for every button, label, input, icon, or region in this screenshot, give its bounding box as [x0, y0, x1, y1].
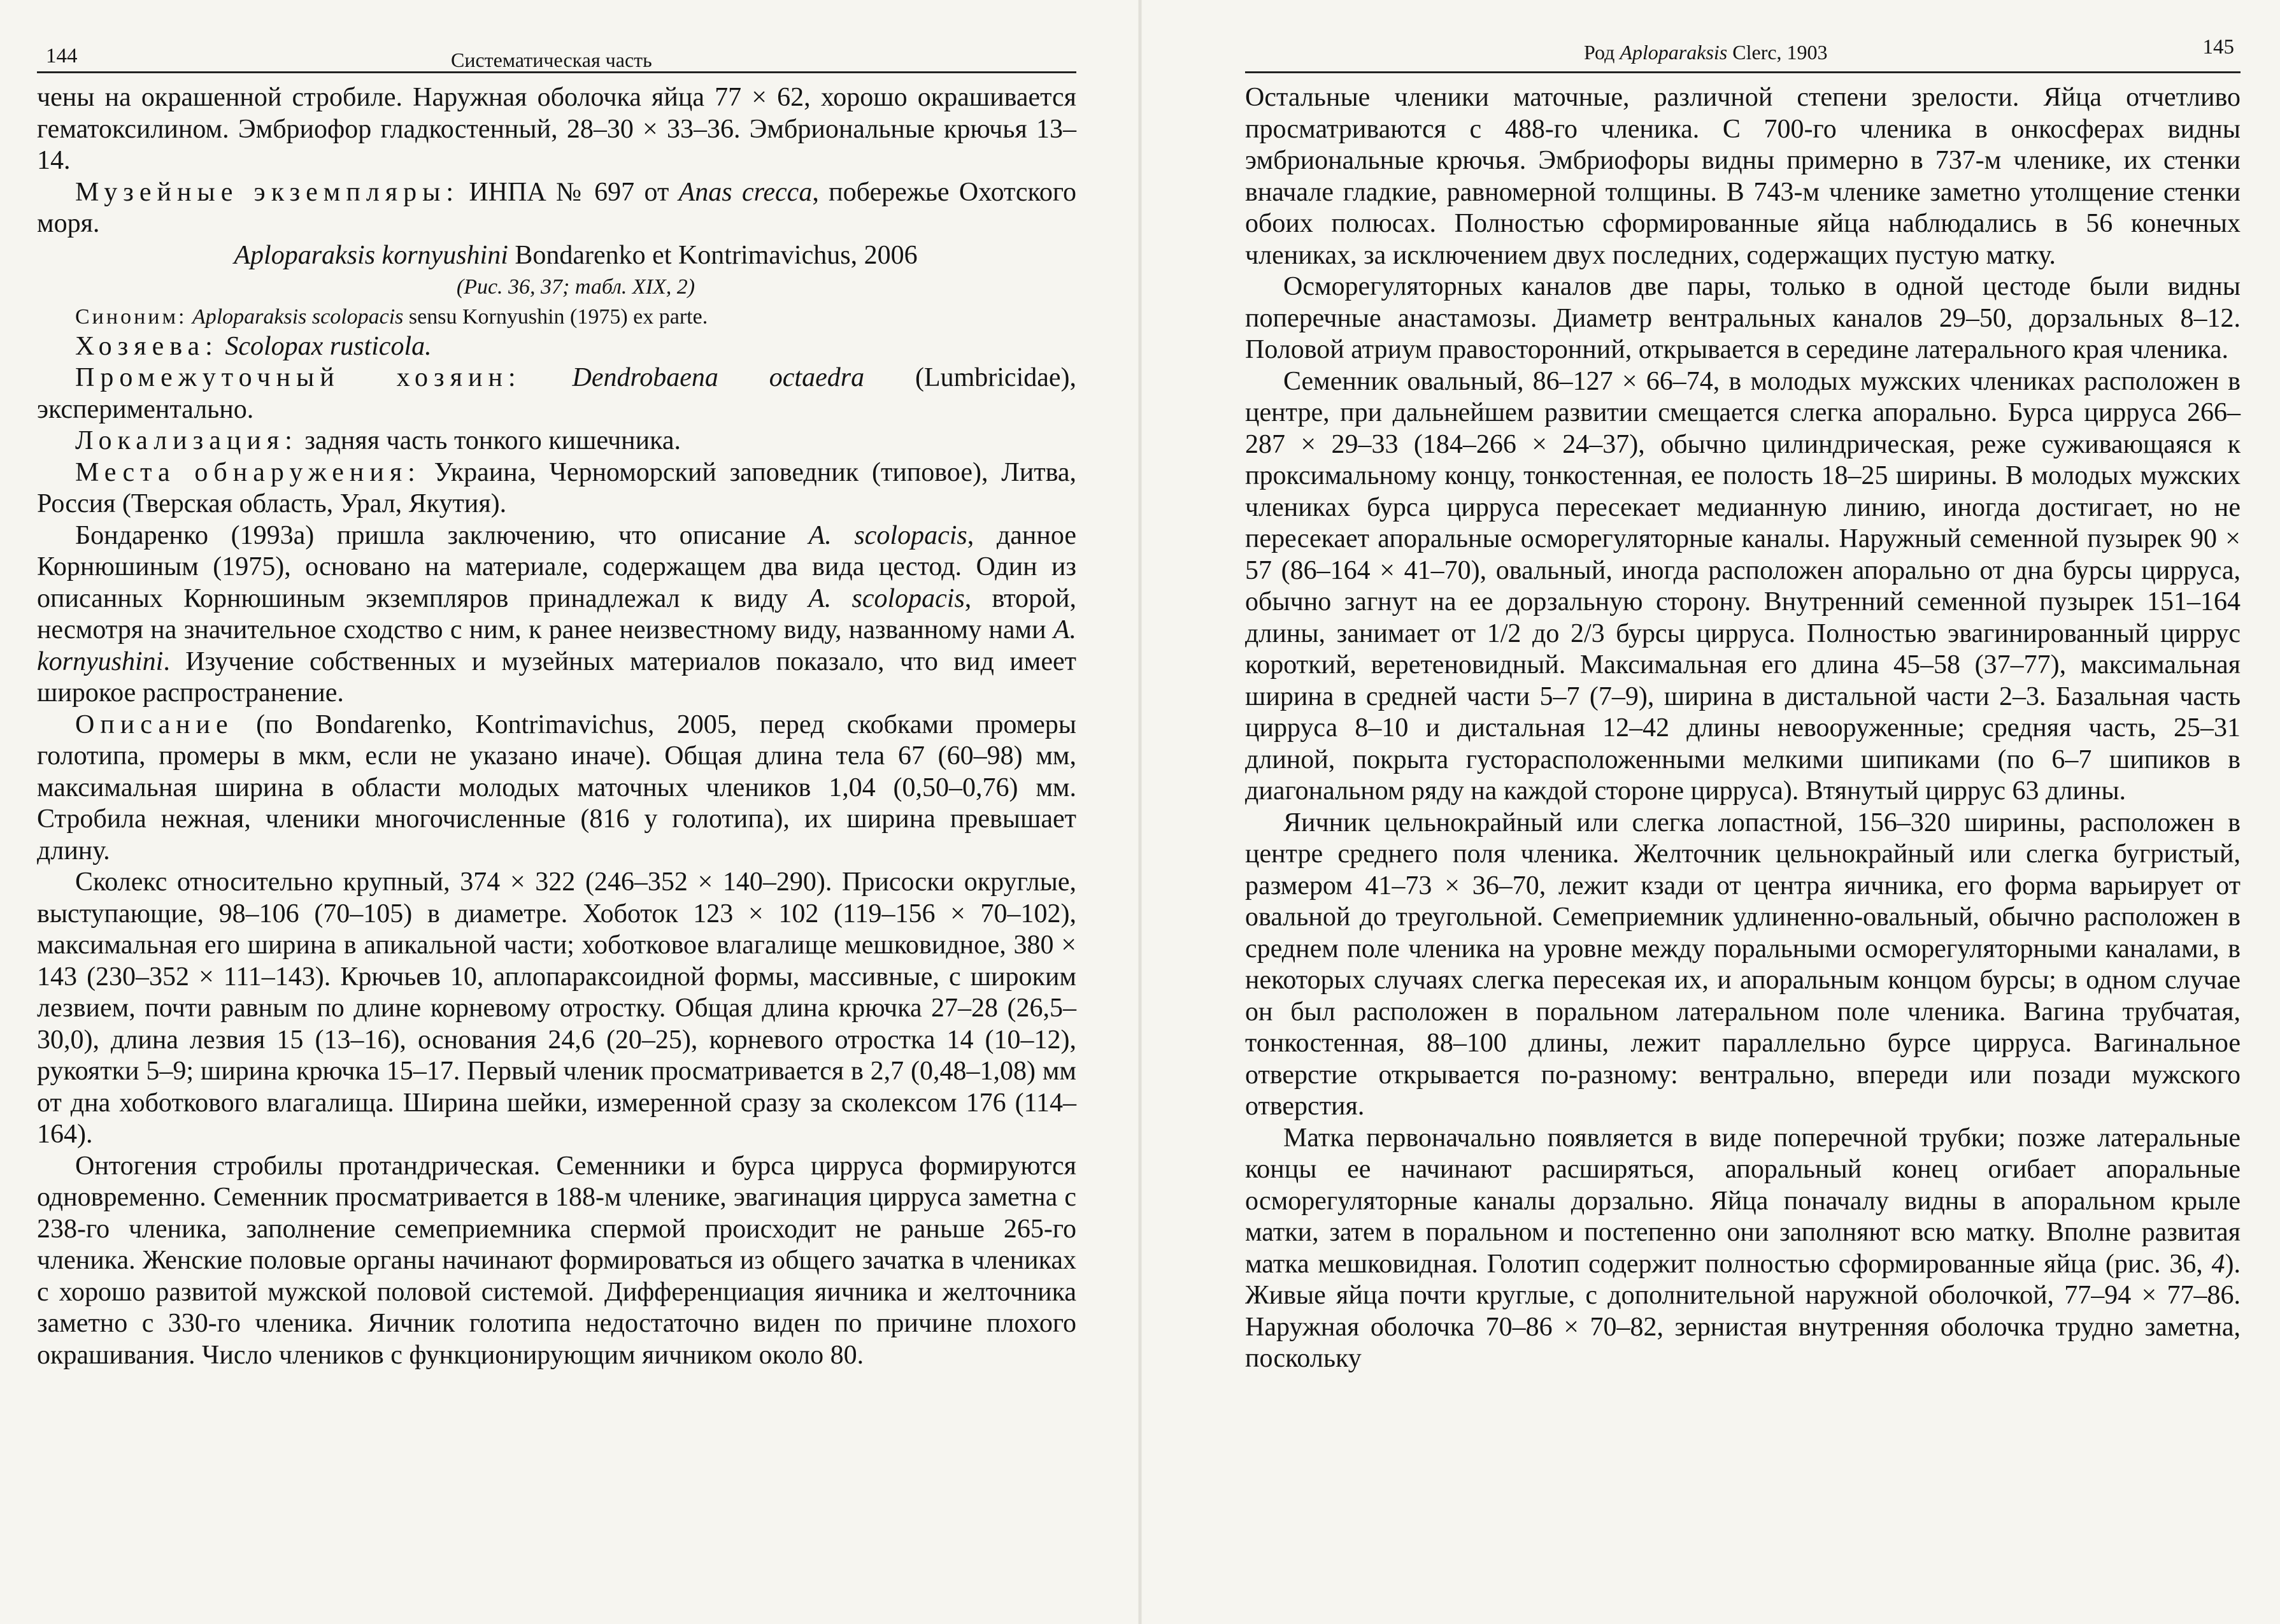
paragraph-intermediate-host: [37, 362, 1076, 425]
running-title-left: Систематическая часть: [451, 48, 652, 71]
hosts-label: Хозяева:: [75, 331, 218, 361]
places-label: Места обнаружения:: [75, 457, 421, 487]
localization-label: Локализация:: [75, 426, 298, 455]
places-text: Украина, Черноморский заповедник (типовое), Литва, Россия (Тверская область, Урал, Якутия).: [37, 457, 1076, 518]
paragraph-museum: [37, 177, 1076, 240]
page-number-left: 144: [46, 45, 78, 68]
left-body-text: [37, 82, 1076, 1371]
species-author: Bondarenko et Kontrimavichus, 2006: [508, 240, 918, 270]
synonym-name: Aploparaksis scolopacis: [192, 304, 404, 329]
paragraph-ontogeny: Онтогения стробилы протандрическая. Семенники и бурса цирруса формируются одновременно. Семенник просматривается в 188-м членике, эвагинация цирруса заметна с 238-го членика, заполнение семеприемника спермой происходит не раньше 265-го членика. Женские половые органы начинают формироваться из общего зачатка в члениках с хорошо развитой мужской половой системой. Дифференциация яичника и желточника заметно с 330-го членика. Яичник голотипа недостаточно виден по причине плохого окрашивания. Число члеников с функционирующим яичником около 80.: [37, 1151, 1076, 1370]
paragraph-places: [37, 457, 1076, 520]
right-page: [1140, 0, 2280, 1624]
localization-text: задняя часть тонкого кишечника.: [297, 426, 681, 455]
paragraph-bondarenko: [37, 520, 1076, 709]
intermediate-text: (Lumbricidae), экспериментально.: [37, 363, 1077, 424]
paragraph-hosts: [37, 331, 1076, 363]
right-body-text: [1245, 82, 2241, 1375]
bond-species-3: A. kornyushini: [37, 615, 1076, 676]
paragraph-osmoregulatory: Осморегуляторных каналов две пары, только в одной цестоде были видны поперечные анастамозы. Диаметр вентральных каналов 29–50, дорзальных 8–12. Половой атриум правосторонний, открывается в середине латерального края членика.: [1245, 272, 2241, 364]
museum-host: Anas crecca: [678, 177, 813, 207]
running-title-author: Clerc, 1903: [1727, 41, 1828, 64]
figure-reference: (Рис. 36, 37; табл. XIX, 2): [456, 275, 695, 299]
uterus-text-2: ). Живые яйца почти круглые, с дополнительной наружной оболочкой, 77–94 × 77–86. Наружная оболочка 70–86 × 70–82, зернистая внутренняя оболочка трудно заметна, поскольку: [1245, 1249, 2241, 1373]
paragraph-uterus: [1245, 1123, 2241, 1375]
left-running-head: [37, 32, 1076, 73]
paragraph-scolex: Сколекс относительно крупный, 374 × 322 (246–352 × 140–290). Присоски округлые, выступающие, 98–106 (70–105) в диаметре. Хоботок 123 × 102 (119–156 × 70–102), максимальная его ширина в апикальной части; хоботковое влагалище мешковидное, 380 × 143 (230–352 × 111–143). Крючьев 10, аплопараксоидной формы, массивные, с широким лезвием, почти равным по длине корневому отростку. Общая длина крючка 27–28 (26,5–30,0), длина лезвия 15 (13–16), основания 24,6 (20–25), корневого отростка 14 (10–12), рукоятки 5–9; ширина крючка 15–17. Первый членик просматривается в 2,7 (0,48–1,08) мм от дна хоботкового влагалища. Ширина шейки, измеренной сразу за сколексом 176 (114–164).: [37, 867, 1076, 1149]
paragraph-testis: Семенник овальный, 86–127 × 66–74, в молодых мужских члениках расположен в центре, при дальнейшем развитии смещается слегка апорально. Бурса цирруса 266–287 × 29–33 (184–266 × 24–37), обычно цилиндрическая, реже суживающаяся к проксимальному концу, тонкостенная, ее полость 18–25 ширины. В молодых мужских члениках бурса цирруса пересекает медианную линию, иногда достигает, но не пересекает апоральные осморегуляторные каналы. Наружный семенной пузырек 90 × 57 (86–164 × 41–70), овальный, иногда расположен апорально от дна бурсы цирруса, обычно загнут на ее дорзальную сторону. Внутренний семенной пузырек 151–164 длины, занимает от 1/2 до 2/3 бурсы цирруса. Полностью эвагинированный циррус короткий, веретеновидный. Максимальная его длина 45–58 (37–77), максимальная ширина в средней части 5–7 (7–9), ширина в дистальной части 2–3. Базальная часть цирруса 8–10 и дистальная 12–42 длины невооруженные; средняя часть, 25–31 длиной, покрыта густорасположенными мелкими шипиками (по 6–7 шипиков в диагональном ряду на каждой стороне цирруса). Втянутый циррус 63 длины.: [1245, 366, 2241, 806]
synonym-author: sensu Kornyushin (1975) ex parte.: [403, 304, 708, 329]
paragraph-localization: [37, 425, 1076, 457]
paragraph-continuation: чены на окрашенной стробиле. Наружная оболочка яйца 77 × 62, хорошо окрашивается гематоксилином. Эмбриофор гладкостенный, 28–30 × 33–36. Эмбриональные крючья 13–14.: [37, 83, 1076, 175]
description-text: (по Bondarenko, Kontrimavichus, 2005, перед скобками промеры голотипа, промеры в мкм, если не указано иначе). Общая длина тела 67 (60–98) мм, максимальная ширина в области молодых маточных члеников 1,04 (0,50–0,76) мм. Стробила нежная, членики многочисленные (816 у голотипа), их ширина превышает длину.: [37, 709, 1076, 865]
species-heading: [37, 240, 1076, 272]
paragraph-segments: Остальные членики маточные, различной степени зрелости. Яйца отчетливо просматриваются с 488-го членика. С 700-го членика в онкосферах видны эмбриональные крючья. Эмбриофоры видны примерно в 737-м членике, их стенки вначале гладкие, равномерной толщины. В 743-м членике заметно утолщение стенки обоих полюсах. Полностью сформированные яйца наблюдались в 56 конечных члениках, за исключением двух последних, содержащих пустую матку.: [1245, 83, 2241, 270]
uterus-text-1: Матка первоначально появляется в виде поперечной трубки; позже латеральные концы ее начинают расширяться, апоральный конец огибает апоральные осморегуляторные каналы дорзально. Яйца поначалу видны в апоральном крыле матки, затем в поральном и постепенно они заполняют всю матку. Вполне развитая матка мешковидная. Голотип содержит полностью сформированные яйца (рис. 36,: [1245, 1123, 2241, 1279]
bond-species-2: A. scolopacis: [808, 583, 965, 613]
bond-species-1: A. scolopacis: [808, 520, 967, 550]
museum-text-1: ИНПА № 697 от: [459, 177, 679, 207]
description-label: Описание: [75, 709, 234, 739]
page-number-right: 145: [2202, 36, 2234, 59]
museum-text-2: , побережье Охотского моря.: [37, 177, 1077, 238]
paragraph-description: [37, 709, 1076, 867]
bond-text-4: . Изучение собственных и музейных материалов показало, что вид имеет широкое распространение.: [37, 646, 1076, 708]
uterus-figure-ref: 4: [2211, 1249, 2225, 1279]
running-title-prefix: Род: [1584, 41, 1620, 64]
hosts-name: Scolopax rusticola.: [225, 331, 432, 361]
paragraph-synonym: [37, 303, 1076, 331]
bond-text-1: Бондаренко (1993а) пришла заключению, что описание: [75, 520, 809, 550]
intermediate-name: Dendrobaena octaedra: [572, 363, 865, 392]
running-title-genus: Aploparaksis: [1620, 41, 1728, 64]
bond-text-2: , данное Корнюшиным (1975), основано на материале, содержащем два вида цестод. Один из описанных Корнюшиным экземпляров принадлежал к виду: [37, 520, 1076, 613]
species-name: Aploparaksis kornyushini: [234, 240, 508, 270]
right-running-head: [1245, 32, 2241, 73]
paragraph-ovary: Яичник цельнокрайный или слегка лопастной, 156–320 ширины, расположен в центре среднего поля членика. Желточник цельнокрайный или слегка бугристый, размером 41–73 × 36–70, лежит кзади от центра яичника, его форма варьирует от овальной до треугольной. Семеприемник удлиненно-овальный, обычно расположен в среднем поле членика на уровне между поральными осморегуляторными каналами, в некоторых случаях слегка пересекая их, и апоральным концом бурсы; в одном случае он был расположен в поральном латеральном поле членика. Вагина трубчатая, тонкостенная, 88–100 длины, лежит параллельно бурсе цирруса. Вагинальное отверстие открывается по-разному: вентрально, впереди или позади мужского отверстия.: [1245, 808, 2241, 1121]
bond-text-3: , второй, несмотря на значительное сходство с ним, к ранее неизвестному виду, названному нами: [37, 583, 1077, 645]
museum-label: Музейные экземпляры:: [75, 177, 459, 207]
intermediate-label: Промежуточный хозяин:: [75, 363, 522, 392]
synonym-label: Синоним:: [75, 304, 187, 329]
running-title-right: [1584, 41, 1828, 64]
